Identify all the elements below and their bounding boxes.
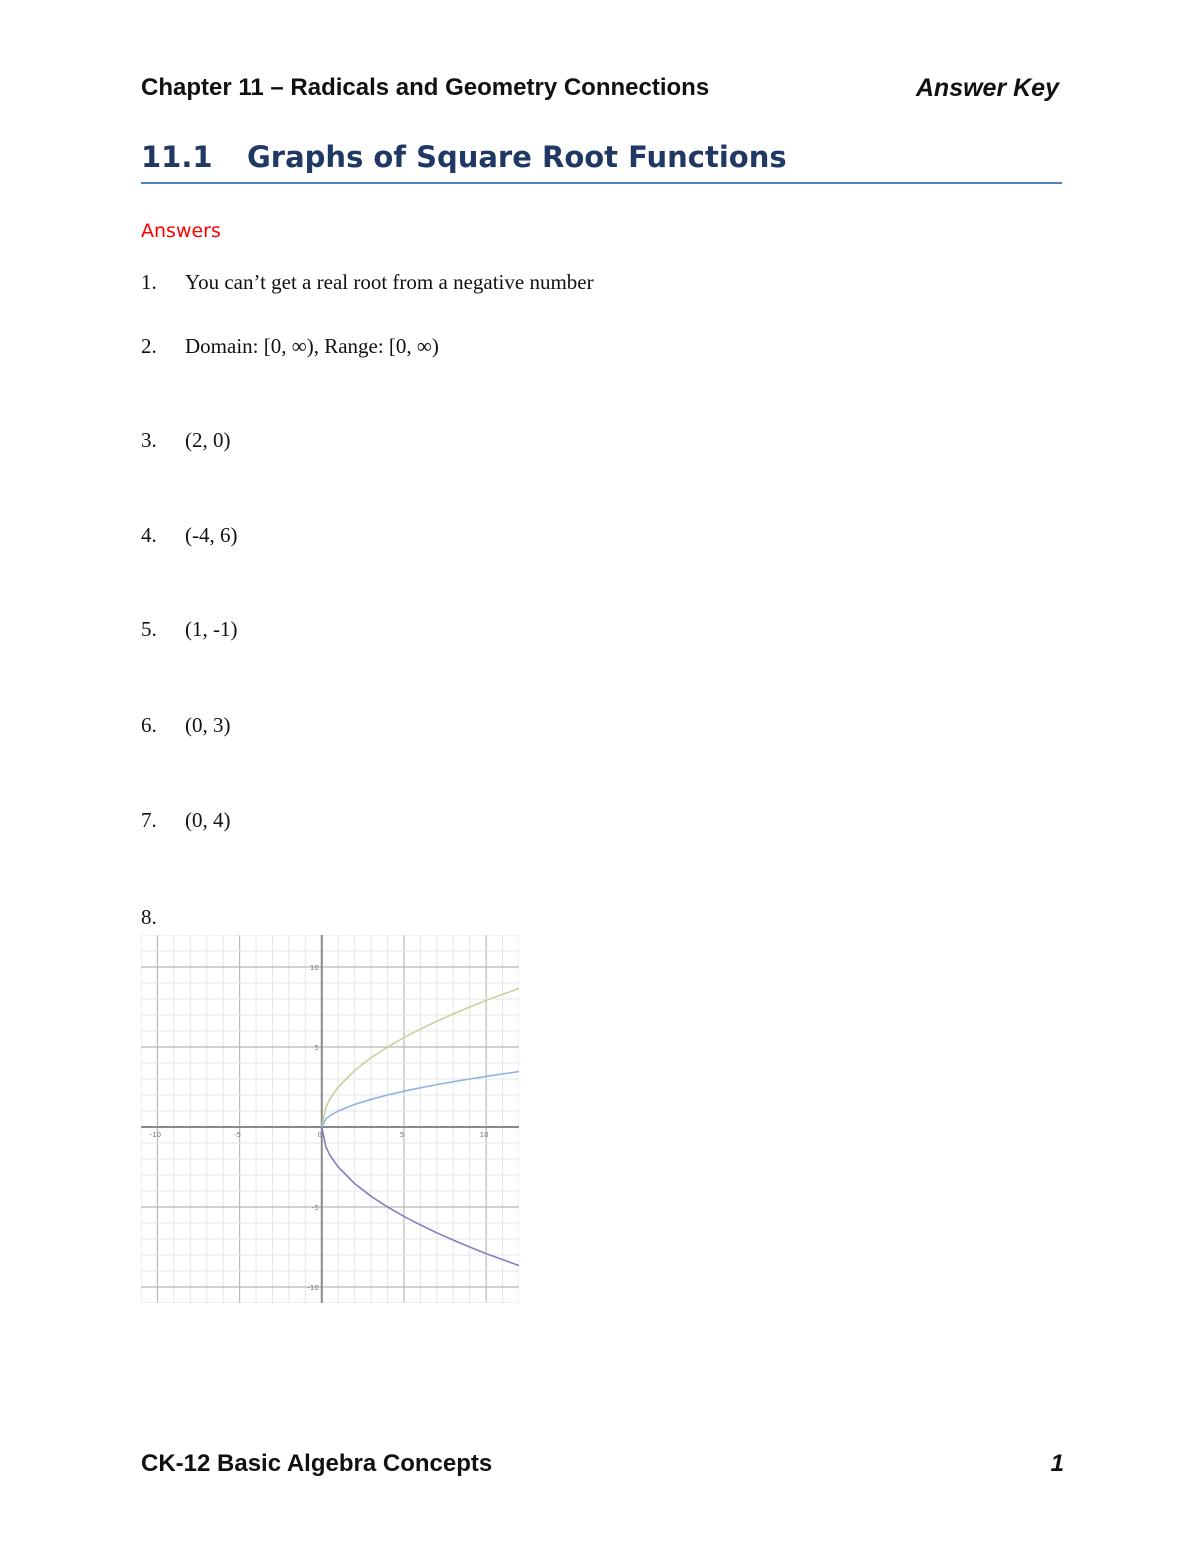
answer-item — [141, 713, 231, 738]
y-tick-label: 5 — [314, 1044, 319, 1052]
answer-item — [141, 428, 231, 453]
answer-key-label: Answer Key — [915, 74, 1059, 102]
answer-number: 3. — [141, 428, 157, 452]
y-tick-label: -5 — [311, 1204, 319, 1212]
x-tick-label: 10 — [479, 1131, 489, 1139]
x-tick-label: -5 — [234, 1131, 242, 1139]
answer-text: Domain: [0, ∞), Range: [0, ∞) — [185, 334, 439, 358]
section-heading — [141, 140, 1062, 184]
answer-number: 8. — [141, 905, 157, 929]
answer-text: (1, -1) — [185, 617, 238, 641]
answer-item — [141, 617, 237, 642]
answer-item — [141, 270, 594, 295]
answer-text: (2, 0) — [185, 428, 231, 452]
answer-text: You can’t get a real root from a negative number — [185, 270, 594, 294]
answer-text: (0, 4) — [185, 808, 231, 832]
answer-item — [141, 334, 439, 359]
answer-item — [141, 523, 237, 548]
answer-item — [141, 905, 185, 930]
chapter-header: Chapter 11 – Radicals and Geometry Connections — [141, 74, 710, 101]
page-number: 1 — [1050, 1450, 1064, 1477]
y-tick-label: 10 — [309, 964, 319, 972]
answer-number: 6. — [141, 713, 157, 737]
answer-item — [141, 808, 231, 833]
y-tick-label: -10 — [307, 1284, 319, 1292]
answers-heading: Answers — [141, 220, 221, 242]
answer-number: 5. — [141, 617, 157, 641]
answer-text: (-4, 6) — [185, 523, 238, 547]
answer-number: 7. — [141, 808, 157, 832]
square-root-graph — [141, 935, 519, 1303]
x-tick-label: 5 — [399, 1131, 405, 1139]
x-tick-label: -10 — [149, 1131, 162, 1139]
answer-text: (0, 3) — [185, 713, 231, 737]
section-title: Graphs of Square Root Functions — [247, 140, 787, 174]
answer-number: 2. — [141, 334, 157, 358]
section-number: 11.1 — [141, 140, 213, 174]
x-tick-label: 0 — [317, 1131, 323, 1139]
answer-number: 1. — [141, 270, 157, 294]
footer-book-title: CK-12 Basic Algebra Concepts — [141, 1450, 493, 1477]
answer-number: 4. — [141, 523, 157, 547]
